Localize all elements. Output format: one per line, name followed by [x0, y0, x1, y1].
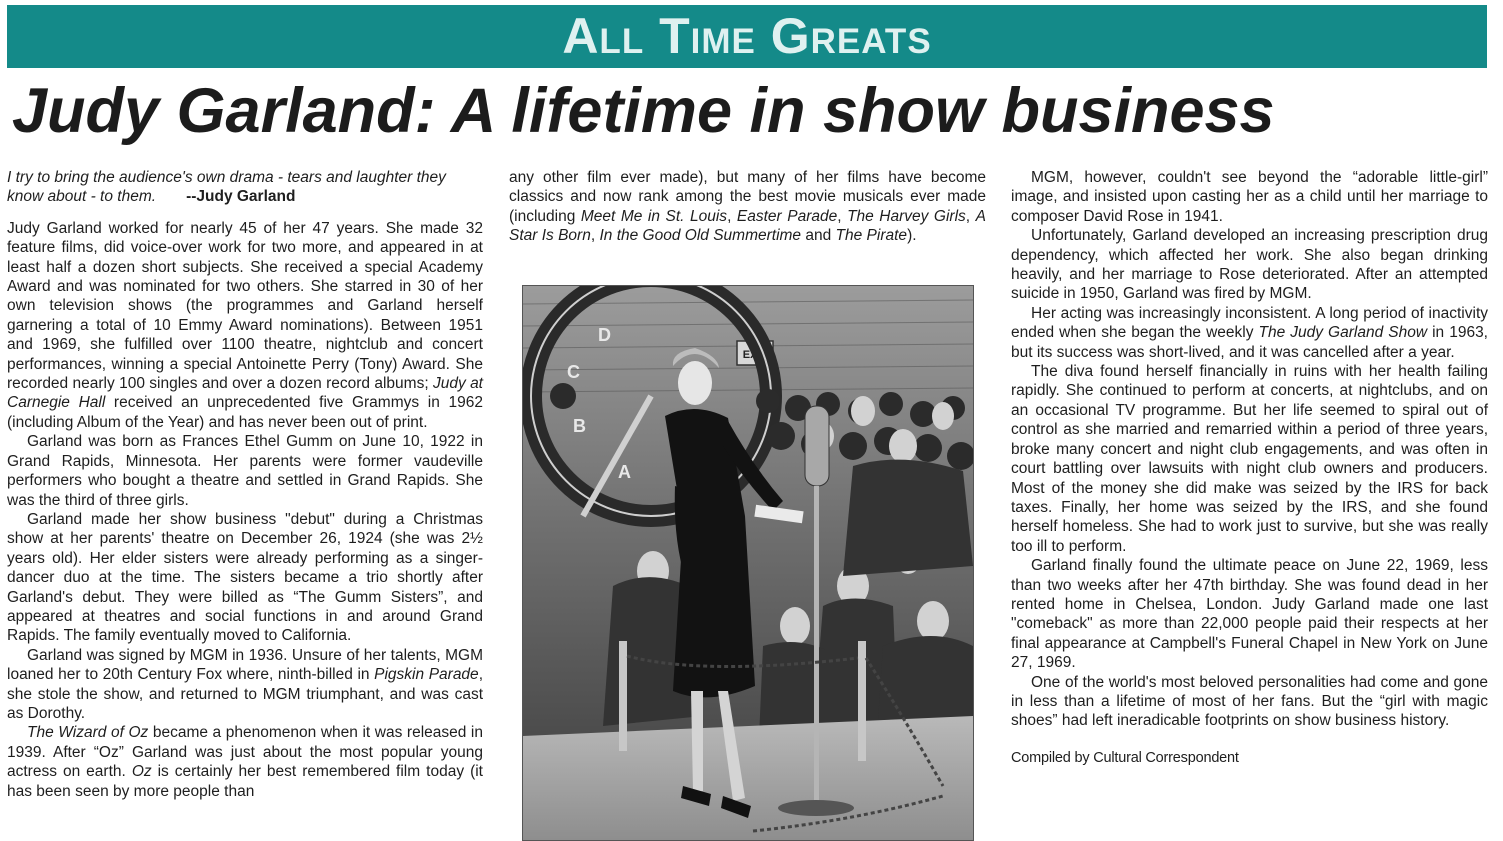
paragraph: [7, 219, 483, 432]
paragraph: The diva found herself financially in ruins with her health failing rapidly. She continued to perform at concerts, at nightclubs, and on an occasional TV programme. But her life seemed to spiral out of control as she married and remarried within a period of three years, broke many concert and night club engagements, and was often in court battling over lawsuits with night club owners and producers. Most of the money she did make was seized by the IRS for back taxes. Finally, her home was seized by the IRS, and she found herself homeless. She had to work just to survive, but she was really too ill to perform.: [1011, 363, 1488, 555]
film-title: Easter Parade: [736, 207, 838, 225]
paragraph: [7, 723, 483, 801]
paragraph: Garland was born as Frances Ethel Gumm on June 10, 1922 in Grand Rapids, Minnesota. Her parents were former vaudeville performers who bought a theatre and settled in Grand Rapids. She was the third of three girls.: [7, 433, 483, 509]
paragraph: Garland made her show business "debut" during a Christmas show at her parents' theatre on December 26, 1924 (she was 2½ years old). Her elder sisters were already performing as a singer-dancer duo at the time. The sisters became a trio shortly after Garland's debut. They were billed as “The Gumm Sisters”, and appeared at theatres and social functions in and around Grand Rapids. The family eventually moved to California.: [7, 510, 483, 645]
paragraph-text: , she stole the show, and returned to MGM triumphant, and was cast as Dorothy.: [7, 666, 483, 722]
paragraph-text: received an unprecedented five Grammys in 1962 (including Album of the Year) and has never been out of print.: [7, 394, 483, 431]
paragraph-text: any other film ever made), but many of her films have become classics and now rank among the best movie musicals ever made (including: [509, 169, 986, 225]
separator: ).: [907, 227, 917, 245]
byline-credit: Compiled by Cultural Correspondent: [1011, 749, 1239, 766]
paragraph-text: in 1963, but its success was short-lived, and it was cancelled after a year.: [1011, 324, 1488, 361]
paragraph: [1011, 304, 1488, 362]
film-title: The Pirate: [835, 227, 908, 245]
article-headline: Judy Garland: A lifetime in show business: [12, 76, 1275, 146]
paragraph-text: became a phenomenon when it was released in 1939. After “Oz” Garland was just about the most popular young actress on earth.: [7, 724, 484, 781]
film-title: In the Good Old Summertime: [599, 227, 802, 245]
wheel-letter: C: [567, 362, 580, 382]
film-title: Pigskin Parade: [374, 666, 479, 684]
separator: ,: [590, 227, 600, 245]
separator: ,: [965, 207, 976, 225]
paragraph-text: Her acting was increasingly inconsistent. A long period of inactivity ended when she began the weekly: [1011, 304, 1488, 342]
photo-illustration: [523, 286, 973, 840]
quote-attribution: --Judy Garland: [186, 188, 296, 206]
film-title: The Wizard of Oz: [27, 724, 149, 742]
paragraph: [7, 646, 483, 724]
paragraph: Unfortunately, Garland developed an increasing prescription drug dependency, which affected her work. She also began drinking heavily, and her marriage to Rose deteriorated. After an attempted suicide in 1950, Garland was fired by MGM.: [1011, 227, 1488, 303]
wheel-letter: A: [618, 462, 631, 482]
article-column-2: [509, 168, 986, 246]
show-title: The Judy Garland Show: [1258, 324, 1428, 342]
separator: ,: [727, 207, 737, 225]
paragraph: Garland finally found the ultimate peace on June 22, 1969, less than two weeks after her 47th birthday. She was found dead in her rented home in Chelsea, London. Judy Garland made one last "comeback" as more than 22,000 people paid their respects at her final appearance at Campbell's Funeral Chapel in New York on June 27, 1969.: [1011, 557, 1488, 672]
paragraph: [509, 168, 986, 246]
film-title: The Harvey Girls: [847, 207, 966, 225]
album-title: Judy at Carnegie Hall: [7, 375, 483, 412]
article-column-1: [7, 168, 483, 801]
section-banner: [7, 5, 1487, 68]
separator: and: [801, 227, 836, 245]
paragraph-text: Judy Garland worked for nearly 45 of her 47 years. She made 32 feature films, did voice-over work for two more, and appeared in at least half a dozen short subjects. She received a special Academy Award and was nominated for two others. She starred in 30 of her own television shows (the programmes and Garland herself garnering a total of 10 Emmy Award nominations). Between 1951 and 1969, she fulfilled over 1100 theatre, nightclub and concert performances, winning a special Antoinette Perry (Tony) Award. She recorded nearly 100 singles and over a dozen record albums;: [7, 219, 483, 393]
wheel-letter: B: [573, 416, 586, 436]
film-title: Meet Me in St. Louis: [580, 207, 728, 225]
film-title: A Star Is Born: [509, 207, 986, 245]
exit-sign-label: EXIT: [742, 349, 768, 361]
paragraph-text: Garland was signed by MGM in 1936. Unsure of her talents, MGM loaned her to 20th Century Fox where, ninth-billed in: [7, 646, 483, 684]
quote-text: I try to bring the audience's own drama - tears and laughter they know about - to them.: [7, 169, 446, 206]
paragraph: MGM, however, couldn't see beyond the “adorable little-girl” image, and insisted upon casting her as a child until her marriage to composer David Rose in 1941.: [1011, 169, 1488, 225]
wheel-letter: D: [598, 325, 611, 345]
paragraph: One of the world's most beloved personalities had come and gone in less than a lifetime of most of her fans. But the “girl with magic shoes” had left ineradicable footprints on show business history.: [1011, 673, 1488, 730]
article-photo: [522, 285, 974, 841]
separator: ,: [837, 207, 848, 225]
article-column-3: [1011, 168, 1488, 768]
paragraph-text: is certainly her best remembered film today (it has been seen by more people than: [7, 763, 483, 800]
pull-quote: [7, 168, 483, 207]
film-title: Oz: [131, 763, 152, 781]
section-title: All Time Greats: [562, 8, 932, 64]
